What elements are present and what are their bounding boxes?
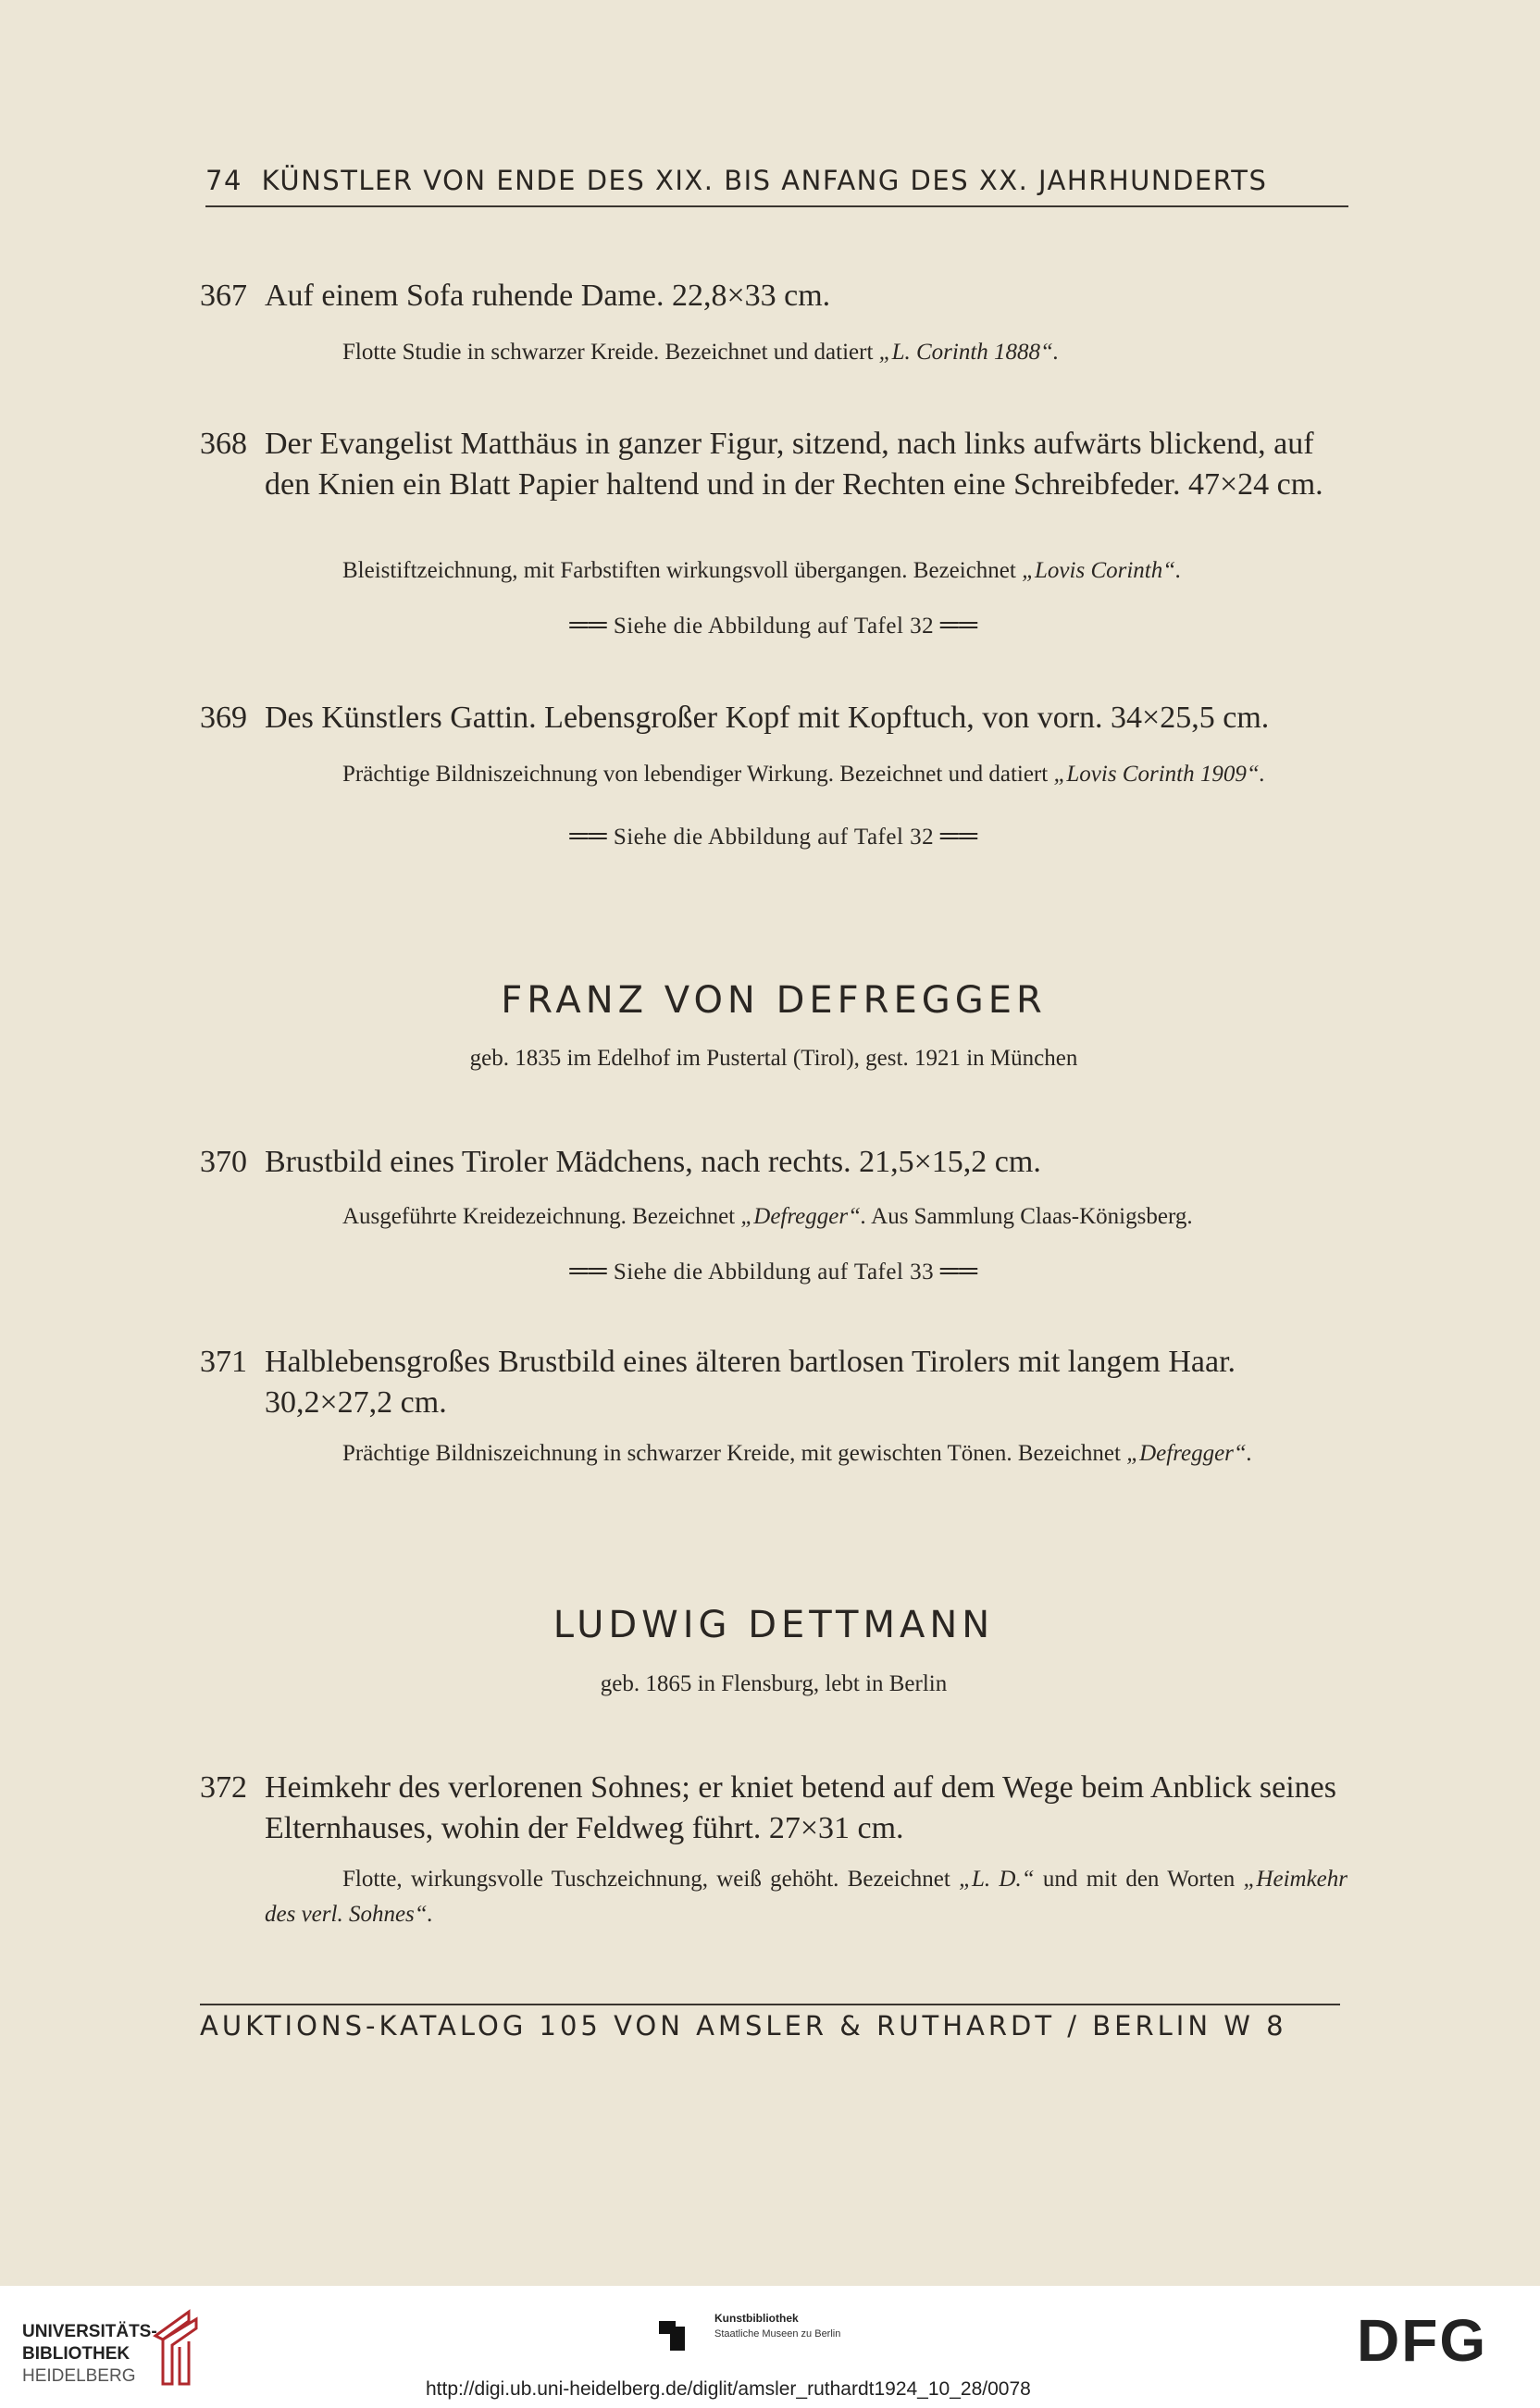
entry-title: Heimkehr des verlorenen Sohnes; er kniet betend auf dem Wege beim Anblick seines Elternhauses, wohin der Feldweg führt. 27×31 cm.: [265, 1770, 1336, 1845]
entry-number: 372: [200, 1770, 247, 1805]
entry-note: [265, 757, 1348, 792]
entry-note: [265, 1436, 1348, 1471]
plate-reference: [200, 1257, 1348, 1286]
entry-note: [265, 553, 1348, 589]
entry-number: 369: [200, 701, 247, 735]
plate-ref-text: Siehe die Abbildung auf Tafel 32: [613, 614, 935, 639]
entry-371: [200, 1342, 1348, 1423]
plate-marker: ══: [939, 1257, 978, 1285]
plate-marker: ══: [569, 822, 608, 850]
note-text: Ausgeführte Kreidezeichnung. Bezeichnet: [342, 1204, 741, 1229]
entry-note: [265, 335, 1348, 370]
entry-number: 370: [200, 1145, 247, 1179]
note-text-cont: und mit den Worten: [1034, 1867, 1244, 1892]
entry-title: Der Evangelist Matthäus in ganzer Figur, sitzend, nach links aufwärts blickend, auf den Knien ein Blatt Papier haltend und in der Rechten eine Schreibfeder. 47×24 cm.: [265, 427, 1323, 502]
note-text: Prächtige Bildniszeichnung in schwarzer Kreide, mit gewischten Tönen. Bezeichnet: [342, 1441, 1127, 1466]
note-signature: „L. Corinth 1888“.: [878, 340, 1060, 365]
entry-number: 367: [200, 279, 247, 313]
header-rule: [205, 205, 1348, 207]
plate-ref-text: Siehe die Abbildung auf Tafel 33: [613, 1260, 935, 1285]
note-text: Bleistiftzeichnung, mit Farbstiften wirkungsvoll übergangen. Bezeichnet: [342, 558, 1023, 583]
entry-370: [200, 1142, 1348, 1183]
note-signature: „Lovis Corinth 1909“.: [1053, 762, 1265, 787]
section-bio: geb. 1835 im Edelhof im Pustertal (Tirol), gest. 1921 in München: [469, 1046, 1078, 1071]
plate-reference: [200, 611, 1348, 640]
note-signature: „Lovis Corinth“.: [1022, 558, 1182, 583]
note-text: Prächtige Bildniszeichnung von lebendiger Wirkung. Bezeichnet und datiert: [342, 762, 1054, 787]
entry-note: [265, 1862, 1348, 1932]
partner-subtitle: Staatliche Museen zu Berlin: [714, 2328, 841, 2340]
running-head: [205, 165, 1348, 196]
kunstbibliothek-icon: [653, 2317, 705, 2354]
entry-372: [200, 1768, 1348, 1849]
footer-rule: [200, 2004, 1340, 2005]
entry-title: Brustbild eines Tiroler Mädchens, nach rechts. 21,5×15,2 cm.: [265, 1145, 1041, 1179]
plate-marker: ══: [939, 822, 978, 850]
note-signature: „Defregger“.: [740, 1204, 867, 1229]
note-signature: „Defregger“.: [1126, 1441, 1253, 1466]
library-name-line: HEIDELBERG: [22, 2366, 136, 2386]
note-provenance: Aus Sammlung Claas-Königsberg.: [866, 1204, 1193, 1229]
plate-ref-text: Siehe die Abbildung auf Tafel 32: [613, 825, 935, 850]
library-name[interactable]: [22, 2321, 157, 2388]
entry-title: Halblebensgroßes Brustbild eines älteren bartlosen Tirolers mit langem Haar. 30,2×27,2 cm.: [265, 1345, 1236, 1420]
permalink-url[interactable]: http://digi.ub.uni-heidelberg.de/diglit/amsler_ruthardt1924_10_28/0078: [426, 2378, 1031, 2400]
library-name-line: UNIVERSITÄTS-: [22, 2322, 157, 2341]
running-title: KÜNSTLER VON ENDE DES XIX. BIS ANFANG DES XX. JAHRHUNDERTS: [261, 165, 1268, 196]
dfg-logo[interactable]: DFG: [1357, 2307, 1488, 2374]
entry-title: Auf einem Sofa ruhende Dame. 22,8×33 cm.: [265, 279, 831, 313]
ub-heidelberg-logo-icon[interactable]: [148, 2304, 215, 2392]
plate-marker: ══: [939, 611, 978, 639]
library-name-line: BIBLIOTHEK: [22, 2344, 130, 2364]
viewer-footer: [0, 2286, 1540, 2408]
plate-marker: ══: [569, 611, 608, 639]
page-number: 74: [205, 165, 242, 196]
note-inscription: „Heimkehr des verl. Sohnes“.: [265, 1867, 1348, 1927]
section-heading: FRANZ VON DEFREGGER: [501, 979, 1047, 1022]
entry-368: [200, 424, 1348, 505]
partner-name: Kunstbibliothek: [714, 2312, 799, 2325]
entry-title: Des Künstlers Gattin. Lebensgroßer Kopf mit Kopftuch, von vorn. 34×25,5 cm.: [265, 701, 1270, 735]
note-text: Flotte, wirkungsvolle Tuschzeichnung, weiß gehöht. Bezeichnet: [342, 1867, 960, 1892]
entry-note: [265, 1199, 1348, 1235]
section-bio: geb. 1865 in Flensburg, lebt in Berlin: [600, 1671, 948, 1696]
plate-marker: ══: [569, 1257, 608, 1285]
entry-367: [200, 276, 1348, 317]
entry-number: 371: [200, 1345, 247, 1379]
plate-reference: [200, 822, 1348, 851]
section-heading: LUDWIG DETTMANN: [553, 1604, 995, 1646]
entry-369: [200, 698, 1348, 739]
note-text: Flotte Studie in schwarzer Kreide. Bezeichnet und datiert: [342, 340, 879, 365]
note-signature: „L. D.“: [959, 1867, 1035, 1892]
catalog-footer: AUKTIONS-KATALOG 105 VON AMSLER & RUTHARDT / BERLIN W 8: [200, 2010, 1287, 2042]
entry-number: 368: [200, 427, 247, 461]
